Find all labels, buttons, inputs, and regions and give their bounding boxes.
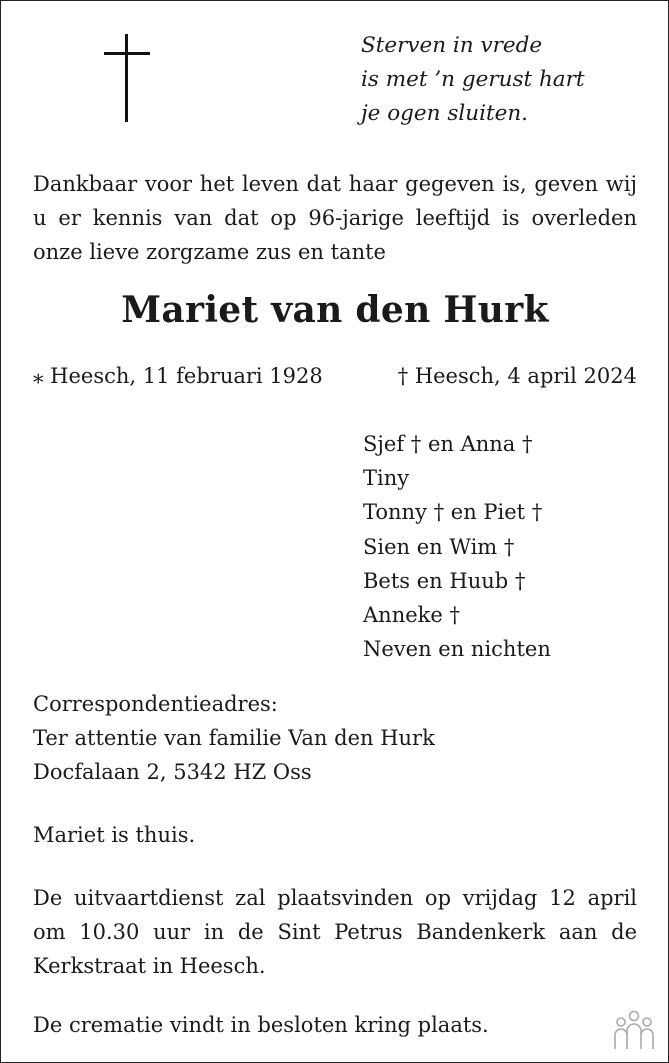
deceased-name: Mariet van den Hurk: [121, 289, 549, 331]
family-member: Sjef † en Anna †: [363, 432, 533, 456]
cross-icon: [104, 34, 150, 122]
family-member: Tonny † en Piet †: [363, 500, 543, 525]
service-info: De uitvaartdienst zal plaatsvinden op vrijdag 12 april om 10.30 uur in de Sint Petrus Bandenkerk aan de Kerkstraat in Heesch.: [33, 886, 637, 978]
family-group-icon: [610, 1009, 658, 1051]
poem-line: is met ’n gerust hart: [361, 67, 585, 92]
home-note: Mariet is thuis.: [33, 823, 196, 847]
death-date: † Heesch, 4 april 2024: [397, 364, 637, 388]
family-member: Anneke †: [363, 603, 460, 628]
birth-date: ⁎ Heesch, 11 februari 1928: [33, 364, 323, 388]
correspondence-heading: Correspondentieadres:: [33, 692, 278, 716]
dates-line: [33, 359, 637, 393]
poem-line: je ogen sluiten.: [361, 101, 529, 126]
poem: [361, 29, 661, 131]
correspondence-address: [33, 687, 637, 789]
intro-text: Dankbaar voor het leven dat haar gegeven is, geven wij u er kennis van dat op 96-jarige leeftijd is overleden onze lieve zorgzame zus en tante: [33, 172, 637, 264]
poem-line: Sterven in vrede: [361, 33, 543, 58]
family-member: Neven en nichten: [363, 637, 551, 662]
correspondence-line: Docfalaan 2, 5342 HZ Oss: [33, 760, 312, 784]
family-member: Tiny: [363, 466, 410, 491]
family-member: Bets en Huub †: [363, 568, 526, 593]
family-list: [363, 427, 653, 666]
family-member: Sien en Wim †: [363, 534, 515, 559]
correspondence-line: Ter attentie van familie Van den Hurk: [33, 726, 435, 750]
cremation-note: De crematie vindt in besloten kring plaats.: [33, 1013, 489, 1037]
